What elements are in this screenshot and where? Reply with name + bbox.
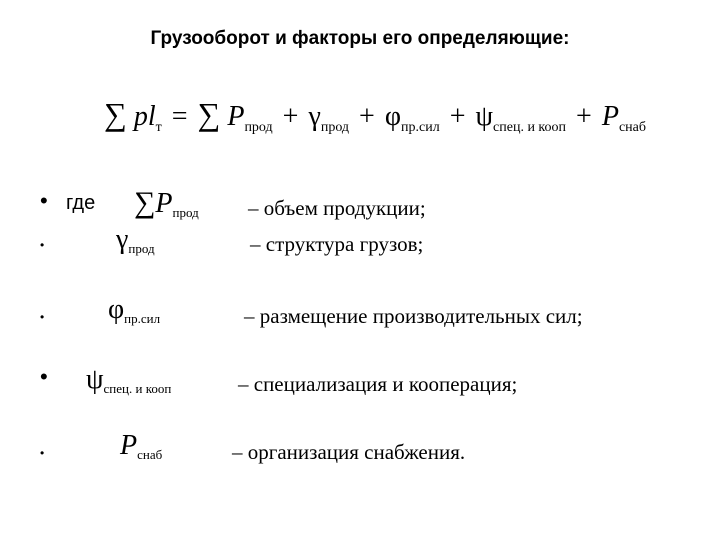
factor-description: – структура грузов; bbox=[250, 232, 424, 256]
where-label: где bbox=[66, 192, 96, 214]
sum-sign: ∑ bbox=[134, 186, 156, 219]
formula-lhs-sub: т bbox=[155, 120, 162, 135]
main-formula bbox=[104, 96, 646, 136]
formula-psi-sub: спец. и кооп bbox=[493, 120, 567, 135]
symbol-letter: γ bbox=[116, 224, 129, 255]
factor-row-specialization bbox=[0, 364, 720, 402]
sum-sign-2: ∑ bbox=[197, 96, 221, 132]
bullet: • bbox=[40, 188, 48, 213]
factor-row-volume bbox=[0, 186, 720, 226]
formula-phi: φ bbox=[384, 101, 402, 132]
plus-sign-3: + bbox=[449, 101, 466, 132]
formula-psi: ψ bbox=[475, 101, 494, 132]
bullet: • bbox=[40, 310, 45, 324]
formula-p-snab: P bbox=[601, 101, 619, 132]
symbol-letter: P bbox=[120, 430, 138, 461]
factor-row-structure bbox=[0, 224, 720, 262]
factor-description: – объем продукции; bbox=[248, 196, 426, 220]
formula-gamma-sub: прод bbox=[320, 120, 350, 135]
factor-symbol bbox=[116, 224, 155, 257]
factor-description: – специализация и кооперация; bbox=[238, 372, 518, 396]
factor-row-supply bbox=[0, 430, 720, 470]
factor-symbol bbox=[120, 430, 162, 463]
formula-l: l bbox=[147, 101, 156, 132]
factor-description: – организация снабжения. bbox=[232, 440, 466, 464]
symbol-subscript: прод bbox=[128, 241, 155, 256]
symbol-letter: P bbox=[155, 188, 173, 219]
formula-term1-sub: прод bbox=[244, 120, 273, 135]
symbol-subscript: спец. и кооп bbox=[103, 381, 172, 396]
symbol-letter: φ bbox=[108, 294, 125, 325]
formula-gamma: γ bbox=[308, 101, 321, 132]
factor-symbol bbox=[108, 294, 160, 327]
plus-sign-4: + bbox=[576, 101, 592, 132]
factor-description: – размещение производительных сил; bbox=[244, 304, 583, 328]
formula-phi-sub: пр.сил bbox=[401, 120, 440, 135]
bullet: • bbox=[40, 238, 45, 252]
symbol-letter: ψ bbox=[86, 364, 104, 395]
factor-row-productive-forces bbox=[0, 294, 720, 334]
plus-sign-2: + bbox=[359, 101, 375, 132]
bullet: • bbox=[40, 364, 48, 389]
page-title: Грузооборот и факторы его определяющие: bbox=[150, 28, 570, 49]
sum-sign: ∑ bbox=[104, 96, 127, 132]
factor-symbol bbox=[86, 364, 171, 397]
plus-sign-1: + bbox=[282, 101, 299, 132]
formula-p-snab-sub: снаб bbox=[618, 120, 646, 135]
symbol-subscript: прод bbox=[172, 205, 199, 220]
symbol-subscript: пр.сил bbox=[124, 311, 161, 326]
formula-p: p bbox=[133, 101, 148, 132]
factor-symbol bbox=[134, 186, 199, 221]
equals-sign: = bbox=[171, 101, 188, 132]
formula-term1-p: P bbox=[227, 101, 245, 132]
symbol-subscript: снаб bbox=[137, 447, 163, 462]
bullet: • bbox=[40, 446, 45, 460]
